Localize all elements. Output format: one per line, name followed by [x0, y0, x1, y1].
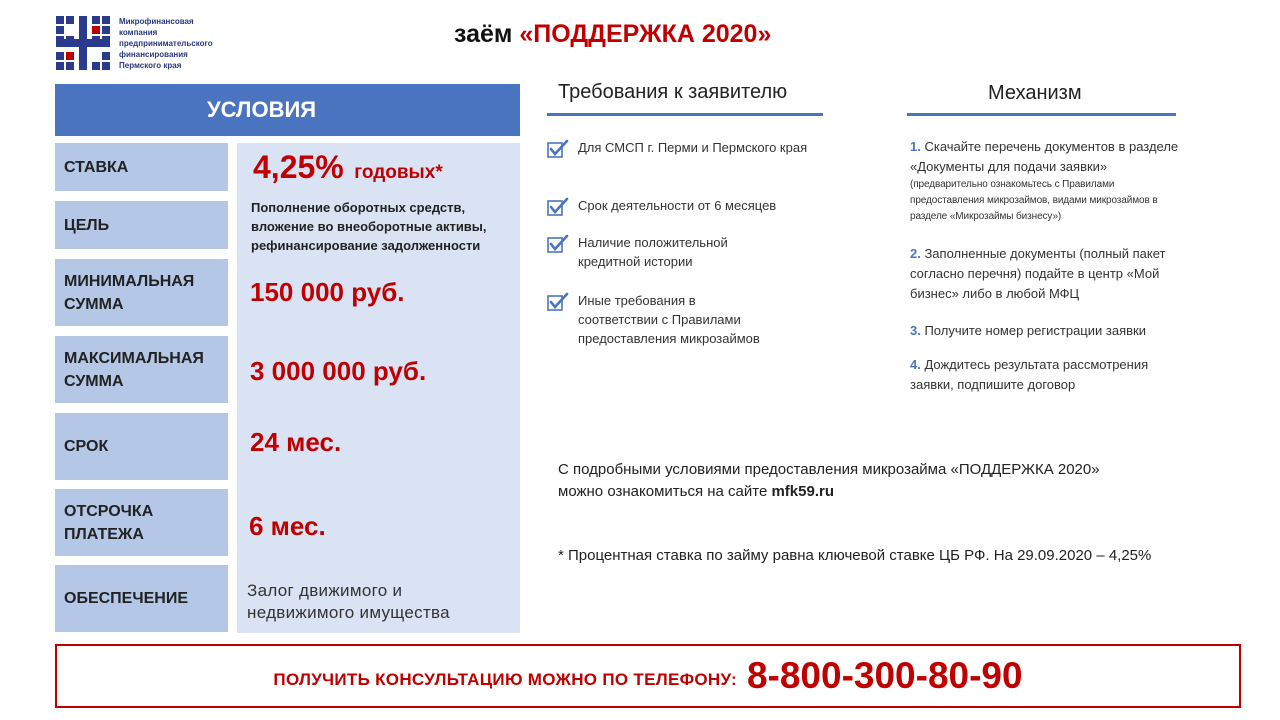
label-collateral: ОБЕСПЕЧЕНИЕ: [55, 565, 228, 632]
mechanism-step-2: 2. Заполненные документы (полный пакет согласно перечня) подайте в центр «Мой бизнес» либо в любой МФЦ: [910, 246, 1166, 301]
label-purpose: ЦЕЛЬ: [55, 201, 228, 249]
value-term: 24 мес.: [250, 427, 342, 457]
mechanism-step-3: 3. Получите номер регистрации заявки: [910, 323, 1146, 338]
mechanism-title: Механизм: [988, 82, 1082, 104]
requirements-underline: [547, 113, 823, 116]
checkbox-checked-icon: [547, 234, 569, 254]
checkbox-checked-icon: [547, 197, 569, 217]
phone-number[interactable]: 8-800-300-80-90: [746, 655, 1023, 696]
mechanism-step-1: 1. Скачайте перечень документов в разделе «Документы для подачи заявки» (предварительно ознакомьтесь с Правилами предоставления микрозаймов, видами микрозаймов в разделе «Микрозаймы бизнесу»): [910, 139, 1179, 222]
value-collateral: Залог движимого и недвижимого имущества: [247, 581, 450, 622]
label-rate: СТАВКА: [55, 143, 228, 191]
checkbox-checked-icon: [547, 139, 569, 159]
mechanism-underline: [907, 113, 1176, 116]
value-rate: 4,25% годовых*: [253, 149, 443, 185]
requirement-item: Срок деятельности от 6 месяцев: [547, 196, 776, 217]
mechanism-step-4: 4. Дождитесь результата рассмотрения заявки, подпишите договор: [910, 357, 1149, 392]
company-logo: [56, 16, 256, 72]
requirements-title: Требования к заявителю: [558, 81, 788, 103]
logo-mark-icon: [56, 16, 110, 70]
requirement-item: Иные требования в соответствии с Правилами предоставления микрозаймов: [547, 291, 760, 348]
label-min-sum: МИНИМАЛЬНАЯ СУММА: [55, 259, 228, 326]
info-text: С подробными условиями предоставления микрозайма «ПОДДЕРЖКА 2020» можно ознакомиться на сайте mfk59.ru: [558, 461, 1100, 500]
label-term: СРОК: [55, 413, 228, 480]
logo-text: Микрофинансовая компания предпринимательского финансирования Пермского края: [119, 17, 213, 70]
label-max-sum: МАКСИМАЛЬНАЯ СУММА: [55, 336, 228, 403]
rate-footnote: * Процентная ставка по займу равна ключевой ставке ЦБ РФ. На 29.09.2020 – 4,25%: [558, 547, 1152, 564]
page-title: заём «ПОДДЕРЖКА 2020»: [454, 20, 772, 48]
value-deferral: 6 мес.: [249, 511, 326, 541]
requirement-item: Наличие положительной кредитной истории: [547, 233, 728, 271]
site-link[interactable]: mfk59.ru: [771, 483, 834, 500]
value-purpose: Пополнение оборотных средств, вложение во внеоборотные активы, рефинансирование задолженности: [251, 200, 487, 253]
requirement-item: Для СМСП г. Перми и Пермского края: [547, 138, 807, 159]
label-deferral: ОТСРОЧКА ПЛАТЕЖА: [55, 489, 228, 556]
consultation-banner: [55, 644, 1241, 708]
value-min-sum: 150 000 руб.: [250, 277, 405, 307]
consultation-label: ПОЛУЧИТЬ КОНСУЛЬТАЦИЮ МОЖНО ПО ТЕЛЕФОНУ:: [273, 670, 737, 689]
conditions-header: УСЛОВИЯ: [55, 84, 520, 136]
checkbox-checked-icon: [547, 292, 569, 312]
value-max-sum: 3 000 000 руб.: [250, 356, 427, 386]
